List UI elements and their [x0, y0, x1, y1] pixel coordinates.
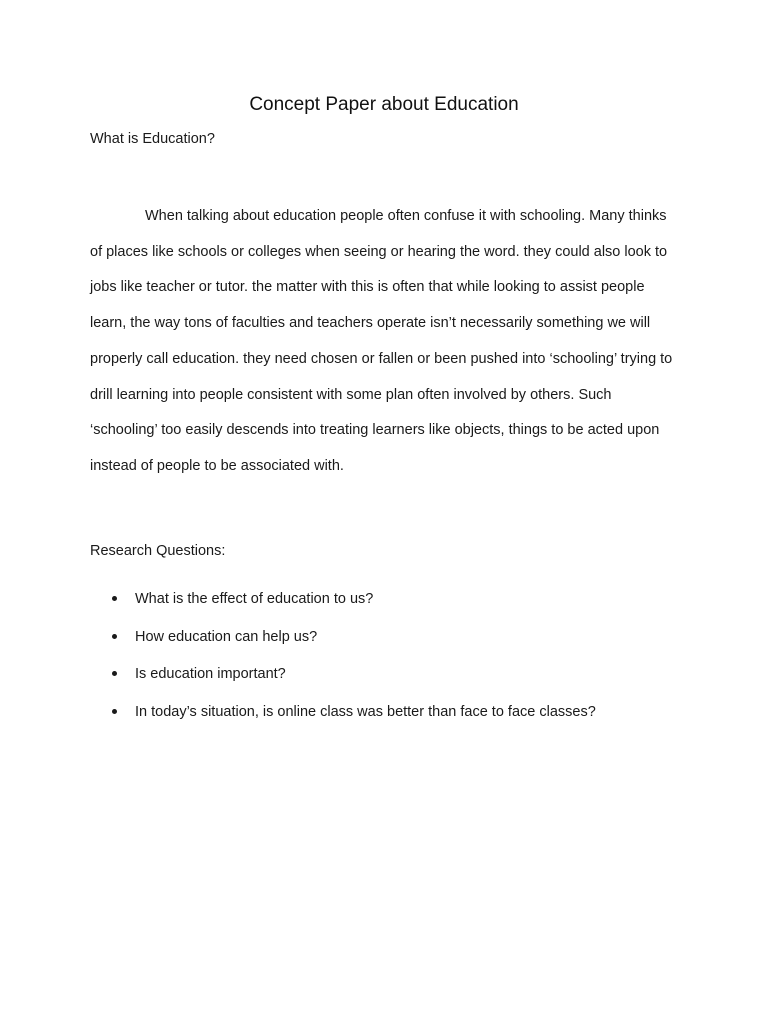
bullet-icon [112, 596, 117, 601]
research-questions-heading: Research Questions: [90, 543, 226, 559]
question-text: How education can help us? [135, 628, 318, 645]
list-item [90, 588, 596, 610]
list-item [90, 626, 596, 648]
body-paragraph: When talking about education people often confuse it with schooling. Many thinks of places like schools or colleges when seeing or hearing the word. they could also look to jobs like teacher or tutor. the matter with this is often that while looking to assist people learn, the way tons of faculties and teachers operate isn’t necessarily something we will properly call education. they need chosen or fallen or been pushed into ‘schooling’ trying to drill learning into people consistent with some plan often involved by others. Such ‘schooling’ too easily descends into treating learners like objects, things to be acted upon instead of people to be associated with. [90, 208, 673, 474]
section-heading-what-is-education: What is Education? [90, 131, 215, 147]
research-questions-list [90, 588, 596, 739]
page-title: Concept Paper about Education [249, 94, 519, 115]
list-item [90, 701, 596, 723]
question-text: In today’s situation, is online class was better than face to face classes? [135, 704, 596, 721]
list-item [90, 663, 596, 685]
bullet-icon [112, 634, 117, 639]
bullet-icon [112, 671, 117, 676]
question-text: What is the effect of education to us? [135, 591, 374, 607]
bullet-icon [112, 709, 117, 714]
question-text: Is education important? [135, 666, 286, 683]
